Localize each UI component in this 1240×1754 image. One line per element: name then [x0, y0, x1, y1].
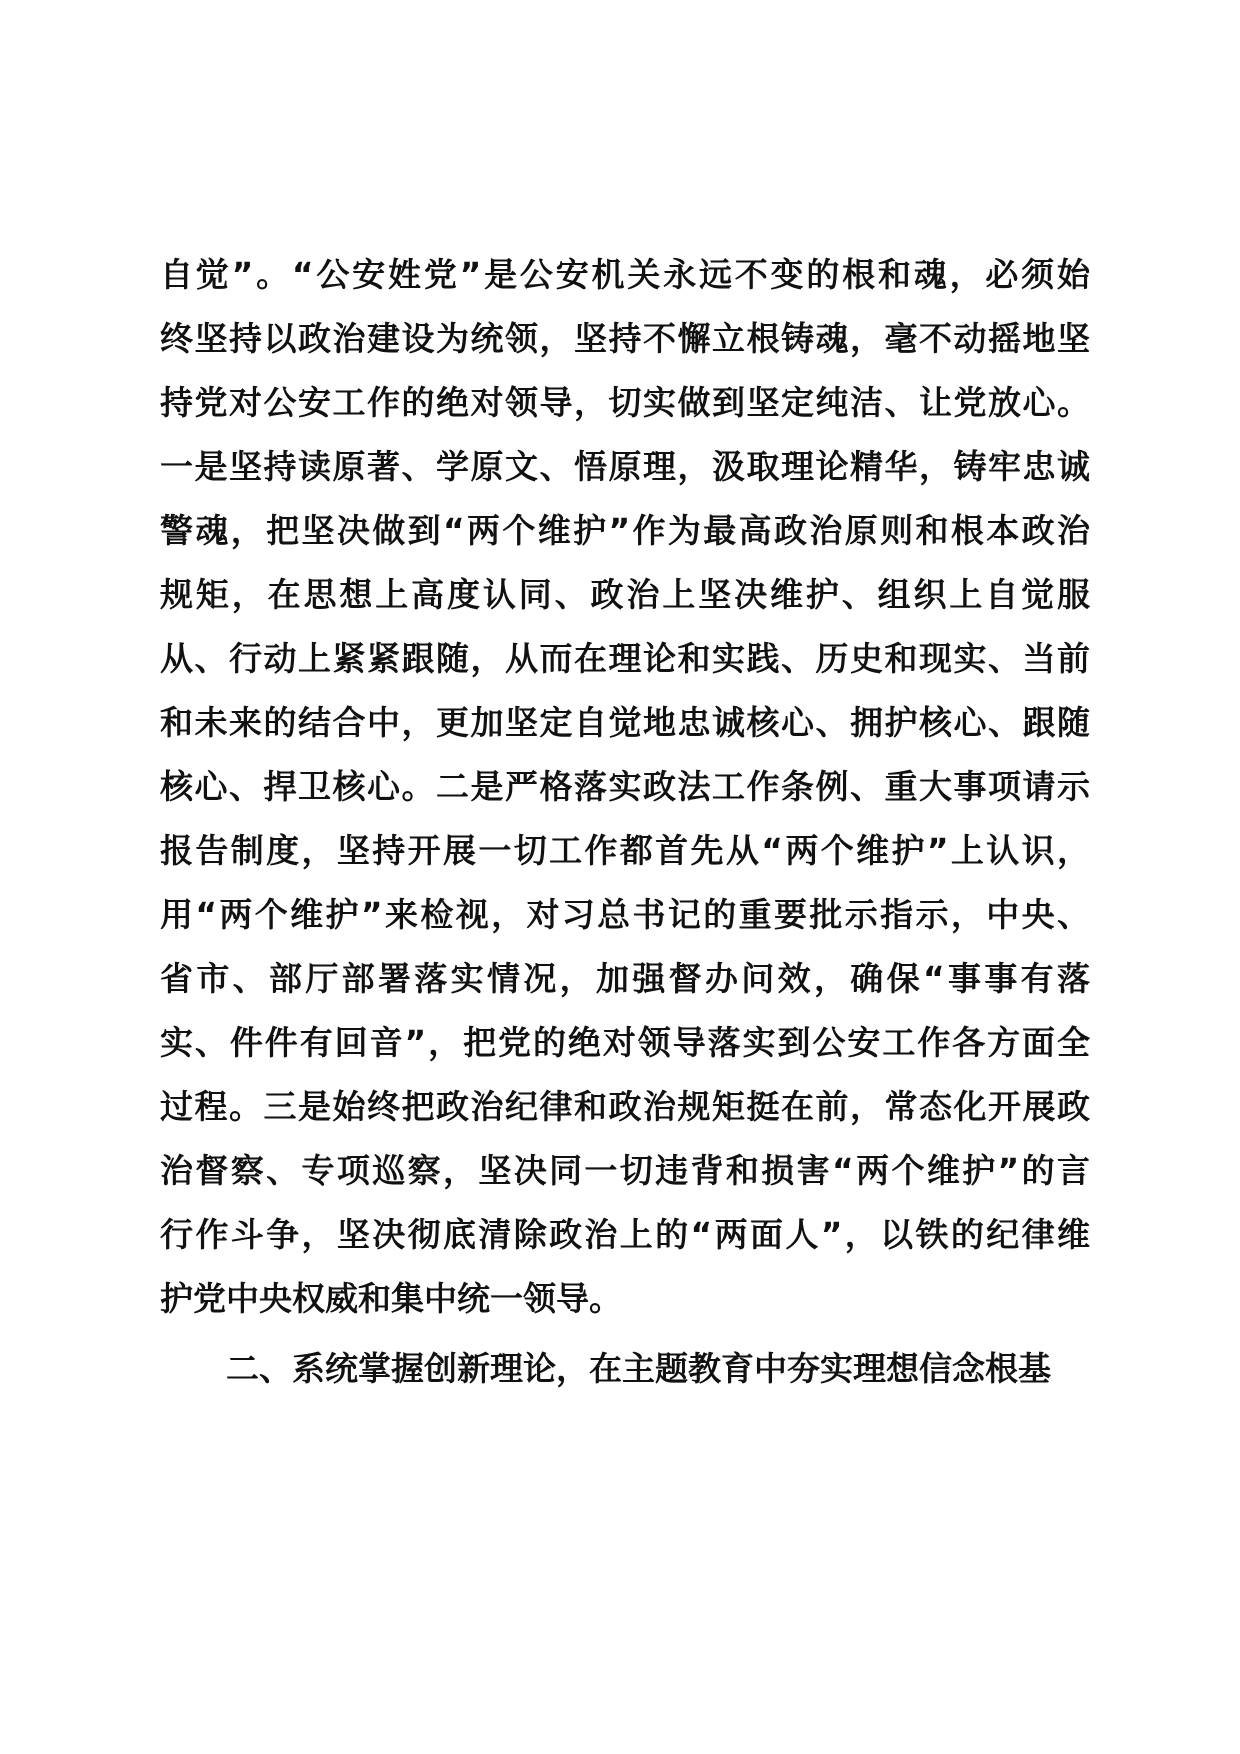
text-line: 行作斗争，坚决彻底清除政治上的“两面人”，以铁的纪律维	[160, 1215, 1090, 1254]
text-line: 持党对公安工作的绝对领导，切实做到坚定纯洁、让党放心。	[160, 383, 1090, 422]
text-line: 治督察、专项巡察，坚决同一切违背和损害“两个维护”的言	[160, 1151, 1090, 1190]
text-line: 护党中央权威和集中统一领导。	[160, 1279, 622, 1318]
text-line: 终坚持以政治建设为统领，坚持不懈立根铸魂，毫不动摇地坚	[160, 319, 1090, 358]
text-line: 自觉”。“公安姓党”是公安机关永远不变的根和魂，必须始	[160, 255, 1090, 294]
text-line: 和未来的结合中，更加坚定自觉地忠诚核心、拥护核心、跟随	[160, 703, 1090, 742]
text-line: 省市、部厅部署落实情况，加强督办问效，确保“事事有落	[160, 959, 1090, 998]
text-line: 核心、捍卫核心。二是严格落实政法工作条例、重大事项请示	[160, 767, 1090, 806]
text-line: 从、行动上紧紧跟随，从而在理论和实践、历史和现实、当前	[160, 639, 1090, 678]
text-line: 用“两个维护”来检视，对习总书记的重要批示指示，中央、	[160, 895, 1090, 934]
body-paragraph	[160, 243, 1090, 1331]
text-line: 过程。三是始终把政治纪律和政治规矩挺在前，常态化开展政	[160, 1087, 1090, 1126]
text-line: 一是坚持读原著、学原文、悟原理，汲取理论精华，铸牢忠诚	[160, 447, 1090, 486]
text-line: 实、件件有回音”，把党的绝对领导落实到公安工作各方面全	[160, 1023, 1090, 1062]
text-line: 规矩，在思想上高度认同、政治上坚决维护、组织上自觉服	[160, 575, 1090, 614]
text-line: 警魂，把坚决做到“两个维护”作为最高政治原则和根本政治	[160, 511, 1090, 550]
section-heading: 二、系统掌握创新理论，在主题教育中夯实理想信念根基	[226, 1349, 1051, 1388]
text-line: 报告制度，坚持开展一切工作都首先从“两个维护”上认识，	[160, 831, 1090, 870]
